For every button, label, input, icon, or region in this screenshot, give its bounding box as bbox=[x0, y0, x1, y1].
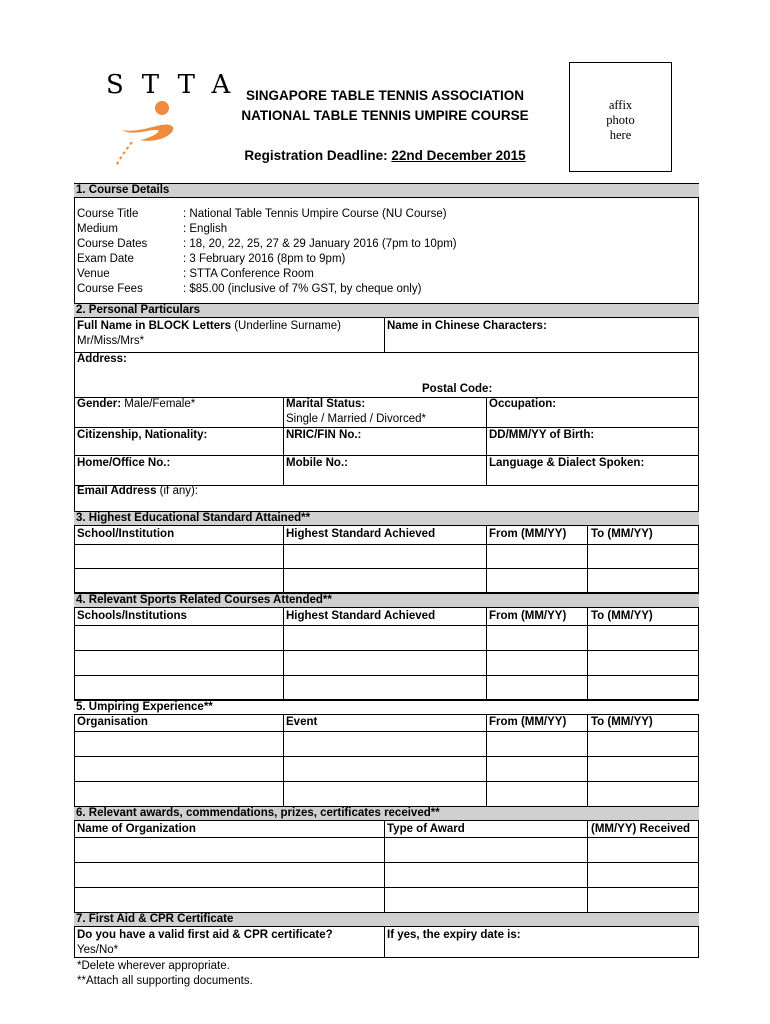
course-value: : STTA Conference Room bbox=[183, 268, 314, 280]
deadline-label: Registration Deadline: bbox=[244, 148, 392, 163]
col-header: From (MM/YY) bbox=[489, 716, 567, 728]
award-cell[interactable] bbox=[587, 862, 699, 888]
award-cell[interactable] bbox=[587, 887, 699, 913]
course-cell[interactable] bbox=[74, 650, 284, 676]
address-field[interactable]: Address: bbox=[77, 353, 127, 365]
section-awards: 6. Relevant awards, commendations, prizes, certificates received** bbox=[74, 806, 699, 821]
course-label: Course Title bbox=[77, 208, 139, 220]
course-label: Course Dates bbox=[77, 238, 148, 250]
course-label: Venue bbox=[77, 268, 110, 280]
experience-cell[interactable] bbox=[486, 731, 588, 757]
gender-options: Male/Female* bbox=[121, 398, 196, 410]
fullname-note: (Underline Surname) bbox=[231, 320, 341, 332]
deadline-date: 22nd December 2015 bbox=[391, 148, 526, 163]
course-value: : English bbox=[183, 223, 228, 235]
section-umpiring-experience: 5. Umpiring Experience** bbox=[74, 700, 699, 715]
course-cell[interactable] bbox=[283, 675, 487, 700]
marital-status-label: Marital Status: bbox=[286, 398, 366, 410]
org-title: SINGAPORE TABLE TENNIS ASSOCIATION bbox=[245, 88, 524, 103]
gender-label: Gender: bbox=[77, 398, 122, 410]
nric-field[interactable]: NRIC/FIN No.: bbox=[286, 429, 362, 441]
col-header: To (MM/YY) bbox=[591, 528, 653, 540]
award-cell[interactable] bbox=[74, 837, 385, 863]
course-cell[interactable] bbox=[74, 625, 284, 651]
award-cell[interactable] bbox=[74, 862, 385, 888]
course-cell[interactable] bbox=[283, 650, 487, 676]
email-note: (if any): bbox=[156, 485, 199, 497]
course-value: : 18, 20, 22, 25, 27 & 29 January 2016 (7pm to 10pm) bbox=[183, 238, 457, 250]
education-cell[interactable] bbox=[486, 568, 588, 593]
experience-cell[interactable] bbox=[283, 756, 487, 782]
course-cell[interactable] bbox=[283, 625, 487, 651]
footnote-delete: *Delete wherever appropriate. bbox=[77, 960, 230, 972]
course-cell[interactable] bbox=[587, 650, 699, 676]
dob-field[interactable]: DD/MM/YY of Birth: bbox=[489, 429, 595, 441]
award-cell[interactable] bbox=[384, 862, 588, 888]
fullname-label: Full Name in BLOCK Letters bbox=[77, 320, 231, 332]
stta-logo-icon bbox=[112, 100, 202, 170]
course-label: Medium bbox=[77, 223, 118, 235]
home-phone-field[interactable]: Home/Office No.: bbox=[77, 457, 171, 469]
course-label: Course Fees bbox=[77, 283, 143, 295]
photo-line: here bbox=[609, 128, 632, 142]
education-cell[interactable] bbox=[486, 544, 588, 569]
photo-box[interactable] bbox=[569, 62, 672, 172]
email-field[interactable] bbox=[77, 484, 198, 499]
citizenship-field[interactable]: Citizenship, Nationality: bbox=[77, 429, 208, 441]
course-value: : $85.00 (inclusive of 7% GST, by cheque only) bbox=[183, 283, 422, 295]
section-education: 3. Highest Educational Standard Attained** bbox=[74, 511, 699, 526]
col-header: From (MM/YY) bbox=[489, 528, 567, 540]
experience-cell[interactable] bbox=[587, 756, 699, 782]
award-cell[interactable] bbox=[384, 837, 588, 863]
col-header: From (MM/YY) bbox=[489, 610, 567, 622]
logo-wordmark: STTA bbox=[106, 70, 249, 100]
experience-cell[interactable] bbox=[587, 781, 699, 807]
experience-cell[interactable] bbox=[486, 756, 588, 782]
marital-status-options[interactable]: Single / Married / Divorced* bbox=[286, 413, 426, 425]
col-header: Name of Organization bbox=[77, 823, 196, 835]
course-cell[interactable] bbox=[587, 625, 699, 651]
col-header: (MM/YY) Received bbox=[591, 823, 691, 835]
education-cell[interactable] bbox=[74, 544, 284, 569]
col-header: School/Institution bbox=[77, 528, 175, 540]
footnote-attach: **Attach all supporting documents. bbox=[77, 975, 253, 987]
fullname-field[interactable] bbox=[77, 319, 341, 334]
col-header: Event bbox=[286, 716, 318, 728]
section-personal-particulars: 2. Personal Particulars bbox=[74, 303, 699, 318]
course-cell[interactable] bbox=[486, 625, 588, 651]
col-header: To (MM/YY) bbox=[591, 716, 653, 728]
education-cell[interactable] bbox=[587, 568, 699, 593]
course-cell[interactable] bbox=[74, 675, 284, 700]
course-title: NATIONAL TABLE TENNIS UMPIRE COURSE bbox=[241, 108, 529, 123]
salutation-option[interactable]: Mr/Miss/Mrs* bbox=[77, 335, 145, 347]
experience-cell[interactable] bbox=[486, 781, 588, 807]
chinese-name-field[interactable]: Name in Chinese Characters: bbox=[387, 320, 547, 332]
expiry-date-field[interactable]: If yes, the expiry date is: bbox=[387, 929, 521, 941]
col-header: Organisation bbox=[77, 716, 148, 728]
experience-cell[interactable] bbox=[587, 731, 699, 757]
experience-cell[interactable] bbox=[74, 781, 284, 807]
col-header: Type of Award bbox=[387, 823, 465, 835]
education-cell[interactable] bbox=[283, 568, 487, 593]
first-aid-question: Do you have a valid first aid & CPR certificate? bbox=[77, 929, 333, 941]
course-cell[interactable] bbox=[587, 675, 699, 700]
experience-cell[interactable] bbox=[74, 731, 284, 757]
registration-deadline bbox=[200, 148, 570, 163]
education-cell[interactable] bbox=[74, 568, 284, 593]
experience-cell[interactable] bbox=[283, 731, 487, 757]
section-course-details: 1. Course Details bbox=[74, 183, 699, 198]
award-cell[interactable] bbox=[384, 887, 588, 913]
occupation-field[interactable]: Occupation: bbox=[489, 398, 557, 410]
col-header: Schools/Institutions bbox=[77, 610, 187, 622]
education-cell[interactable] bbox=[587, 544, 699, 569]
col-header: Highest Standard Achieved bbox=[286, 528, 436, 540]
photo-line: photo bbox=[606, 113, 635, 127]
col-header: Highest Standard Achieved bbox=[286, 610, 436, 622]
gender-field[interactable] bbox=[77, 397, 195, 412]
col-header: To (MM/YY) bbox=[591, 610, 653, 622]
yes-no-option[interactable]: Yes/No* bbox=[77, 944, 119, 956]
education-cell[interactable] bbox=[283, 544, 487, 569]
section-first-aid: 7. First Aid & CPR Certificate bbox=[74, 912, 699, 927]
award-cell[interactable] bbox=[587, 837, 699, 863]
experience-cell[interactable] bbox=[74, 756, 284, 782]
course-cell[interactable] bbox=[486, 675, 588, 700]
mobile-field[interactable]: Mobile No.: bbox=[286, 457, 348, 469]
postal-code-field[interactable]: Postal Code: bbox=[422, 383, 493, 395]
course-cell[interactable] bbox=[486, 650, 588, 676]
email-label: Email Address bbox=[77, 485, 157, 497]
course-label: Exam Date bbox=[77, 253, 134, 265]
language-field[interactable]: Language & Dialect Spoken: bbox=[489, 457, 645, 469]
course-value: : National Table Tennis Umpire Course (NU Course) bbox=[183, 208, 447, 220]
photo-line: affix bbox=[608, 98, 633, 112]
section-sports-courses: 4. Relevant Sports Related Courses Attended** bbox=[74, 593, 699, 608]
award-cell[interactable] bbox=[74, 887, 385, 913]
course-value: : 3 February 2016 (8pm to 9pm) bbox=[183, 253, 346, 265]
experience-cell[interactable] bbox=[283, 781, 487, 807]
